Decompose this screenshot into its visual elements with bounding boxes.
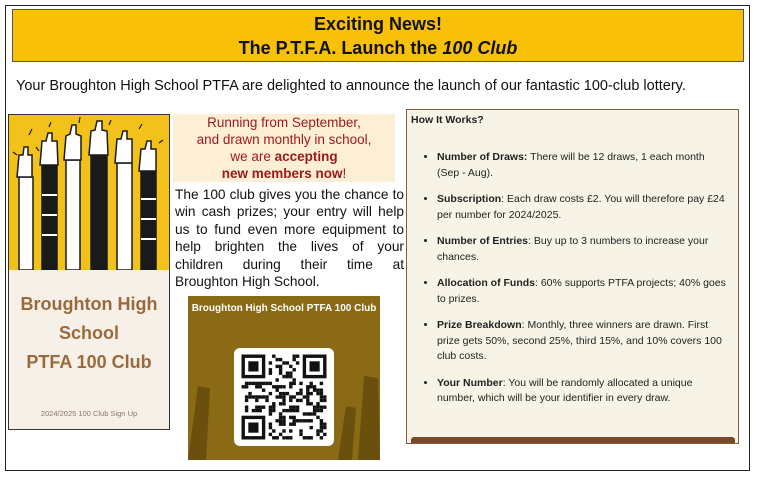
raised-hands-icon bbox=[9, 115, 169, 270]
list-item: • Number of Draws: There will be 12 draws, 1 each month (Sep - Aug). bbox=[437, 150, 728, 181]
qr-code-icon[interactable] bbox=[234, 348, 334, 446]
banner-title-emphasis: 100 Club bbox=[442, 38, 518, 58]
list-item: • Number of Entries: Buy up to 3 numbers to increase your chances. bbox=[437, 234, 728, 265]
list-item: • Prize Breakdown: Monthly, three winners are drawn. First prize gets 50%, second 25%, third 15%, and 10% covers 100 club costs. bbox=[437, 318, 728, 365]
list-item: • Allocation of Funds: 60% supports PTFA projects; 40% goes to prizes. bbox=[437, 276, 728, 307]
panel-bottom-bar bbox=[411, 437, 735, 443]
how-it-works-panel bbox=[406, 109, 739, 444]
club-description: The 100 club gives you the chance to win cash prizes; your entry will help us to fund even more equipment to help brighten the lives of your children during their time at Broughton High School. bbox=[175, 187, 404, 290]
club-poster-image bbox=[8, 114, 170, 430]
how-it-works-list bbox=[407, 150, 738, 418]
qr-card-title: Broughton High School PTFA 100 Club bbox=[191, 303, 377, 314]
poster-title: Broughton High School PTFA 100 Club bbox=[20, 294, 158, 372]
raised-hands-illustration bbox=[9, 115, 169, 270]
list-item: • Your Number: You will be randomly allocated a unique number, which will be your identifier in every draw. bbox=[437, 376, 728, 407]
qr-code-container bbox=[234, 348, 334, 446]
news-banner bbox=[12, 9, 744, 62]
how-it-works-title: How It Works? bbox=[411, 114, 484, 126]
membership-callout: Running from September, and drawn monthly in school, we are accepting new members now! bbox=[173, 114, 395, 182]
intro-text: Your Broughton High School PTFA are delighted to announce the launch of our fantastic 100-club lottery. bbox=[16, 78, 686, 94]
banner-headline: Exciting News! bbox=[313, 14, 443, 34]
list-item: • Subscription: Each draw costs £2. You will therefore pay £24 per number for 2024/2025. bbox=[437, 192, 728, 223]
banner-title: The P.T.F.A. Launch the 100 Club bbox=[238, 38, 518, 58]
qr-signup-card[interactable] bbox=[188, 296, 380, 460]
poster-subtitle: 2024/2025 100 Club Sign Up bbox=[40, 409, 138, 418]
